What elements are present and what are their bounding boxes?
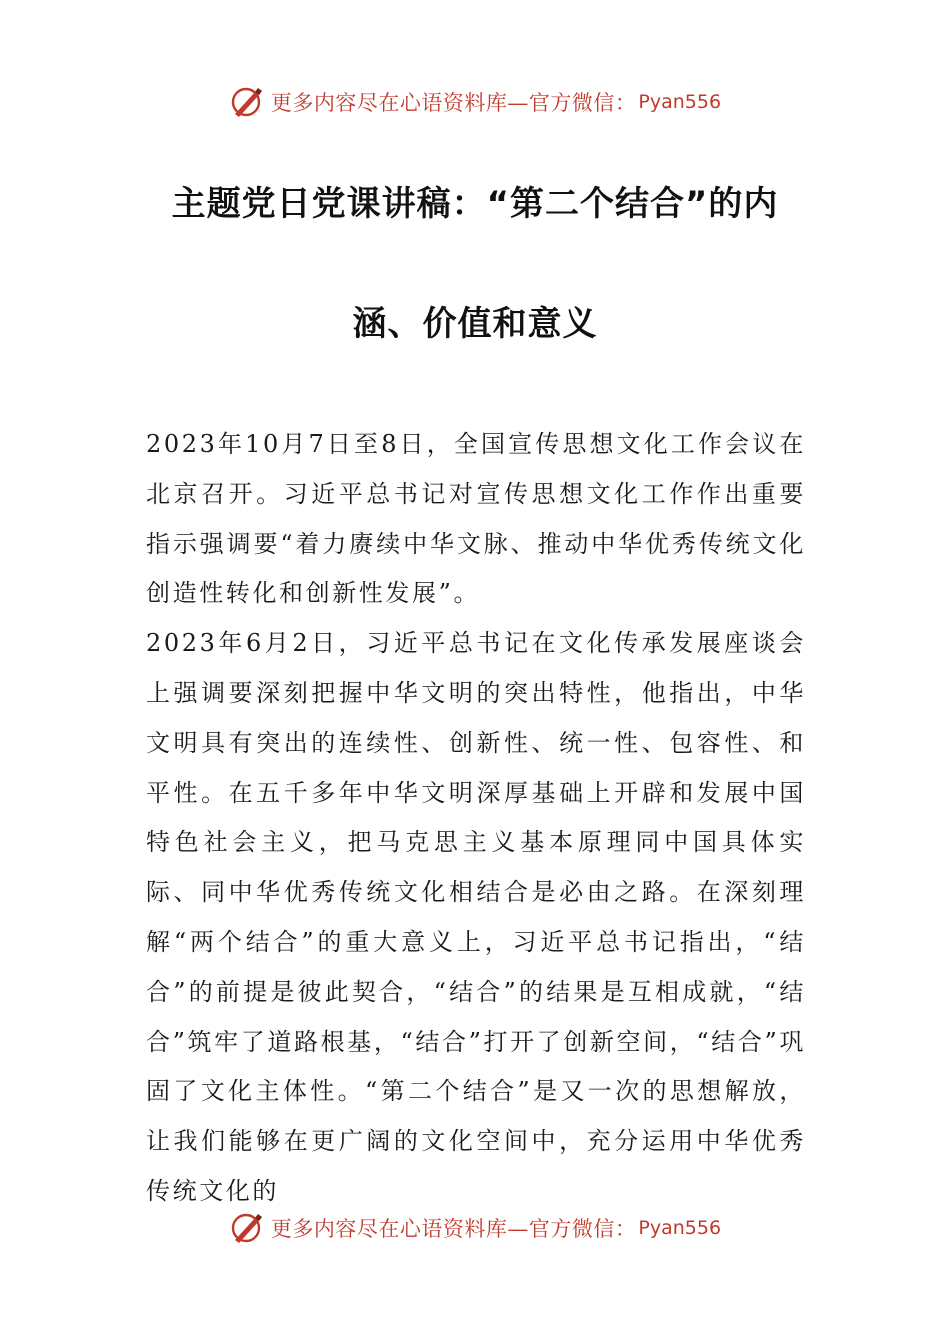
pen-circle-logo-icon xyxy=(229,1210,265,1246)
watermark-text: 更多内容尽在心语资料库—官方微信： xyxy=(270,1217,637,1241)
watermark-footer xyxy=(0,1208,950,1248)
document-body xyxy=(146,420,806,1217)
paragraph: 2023年6月2日，习近平总书记在文化传承发展座谈会上强调要深刻把握中华文明的突出特性，他指出，中华文明具有突出的连续性、创新性、统一性、包容性、和平性。在五千多年中华文明深厚基础上开辟和发展中国特色社会主义，把马克思主义基本原理同中国具体实际、同中华优秀传统文化相结合是必由之路。在深刻理解“两个结合”的重大意义上，习近平总书记指出，“结合”的前提是彼此契合，“结合”的结果是互相成就，“结合”筑牢了道路根基，“结合”打开了创新空间，“结合”巩固了文化主体性。“第二个结合”是又一次的思想解放，让我们能够在更广阔的文化空间中，充分运用中华优秀传统文化的 xyxy=(146,629,806,1205)
watermark-wechat-id: Pyan556 xyxy=(638,91,722,113)
page-title-line-2: 涵、价值和意义 xyxy=(352,304,598,344)
watermark-header xyxy=(0,82,950,122)
paragraph: 2023年10月7日至8日，全国宣传思想文化工作会议在北京召开。习近平总书记对宣传思想文化工作作出重要指示强调要“着力赓续中华文脉、推动中华优秀传统文化创造性转化和创新性发展”。 xyxy=(146,430,806,608)
pen-circle-logo-icon xyxy=(229,84,265,120)
watermark-text: 更多内容尽在心语资料库—官方微信： xyxy=(270,91,637,115)
page-title-line-1: 主题党日党课讲稿：“第二个结合”的内 xyxy=(171,184,779,224)
watermark-wechat-id: Pyan556 xyxy=(638,1217,722,1239)
